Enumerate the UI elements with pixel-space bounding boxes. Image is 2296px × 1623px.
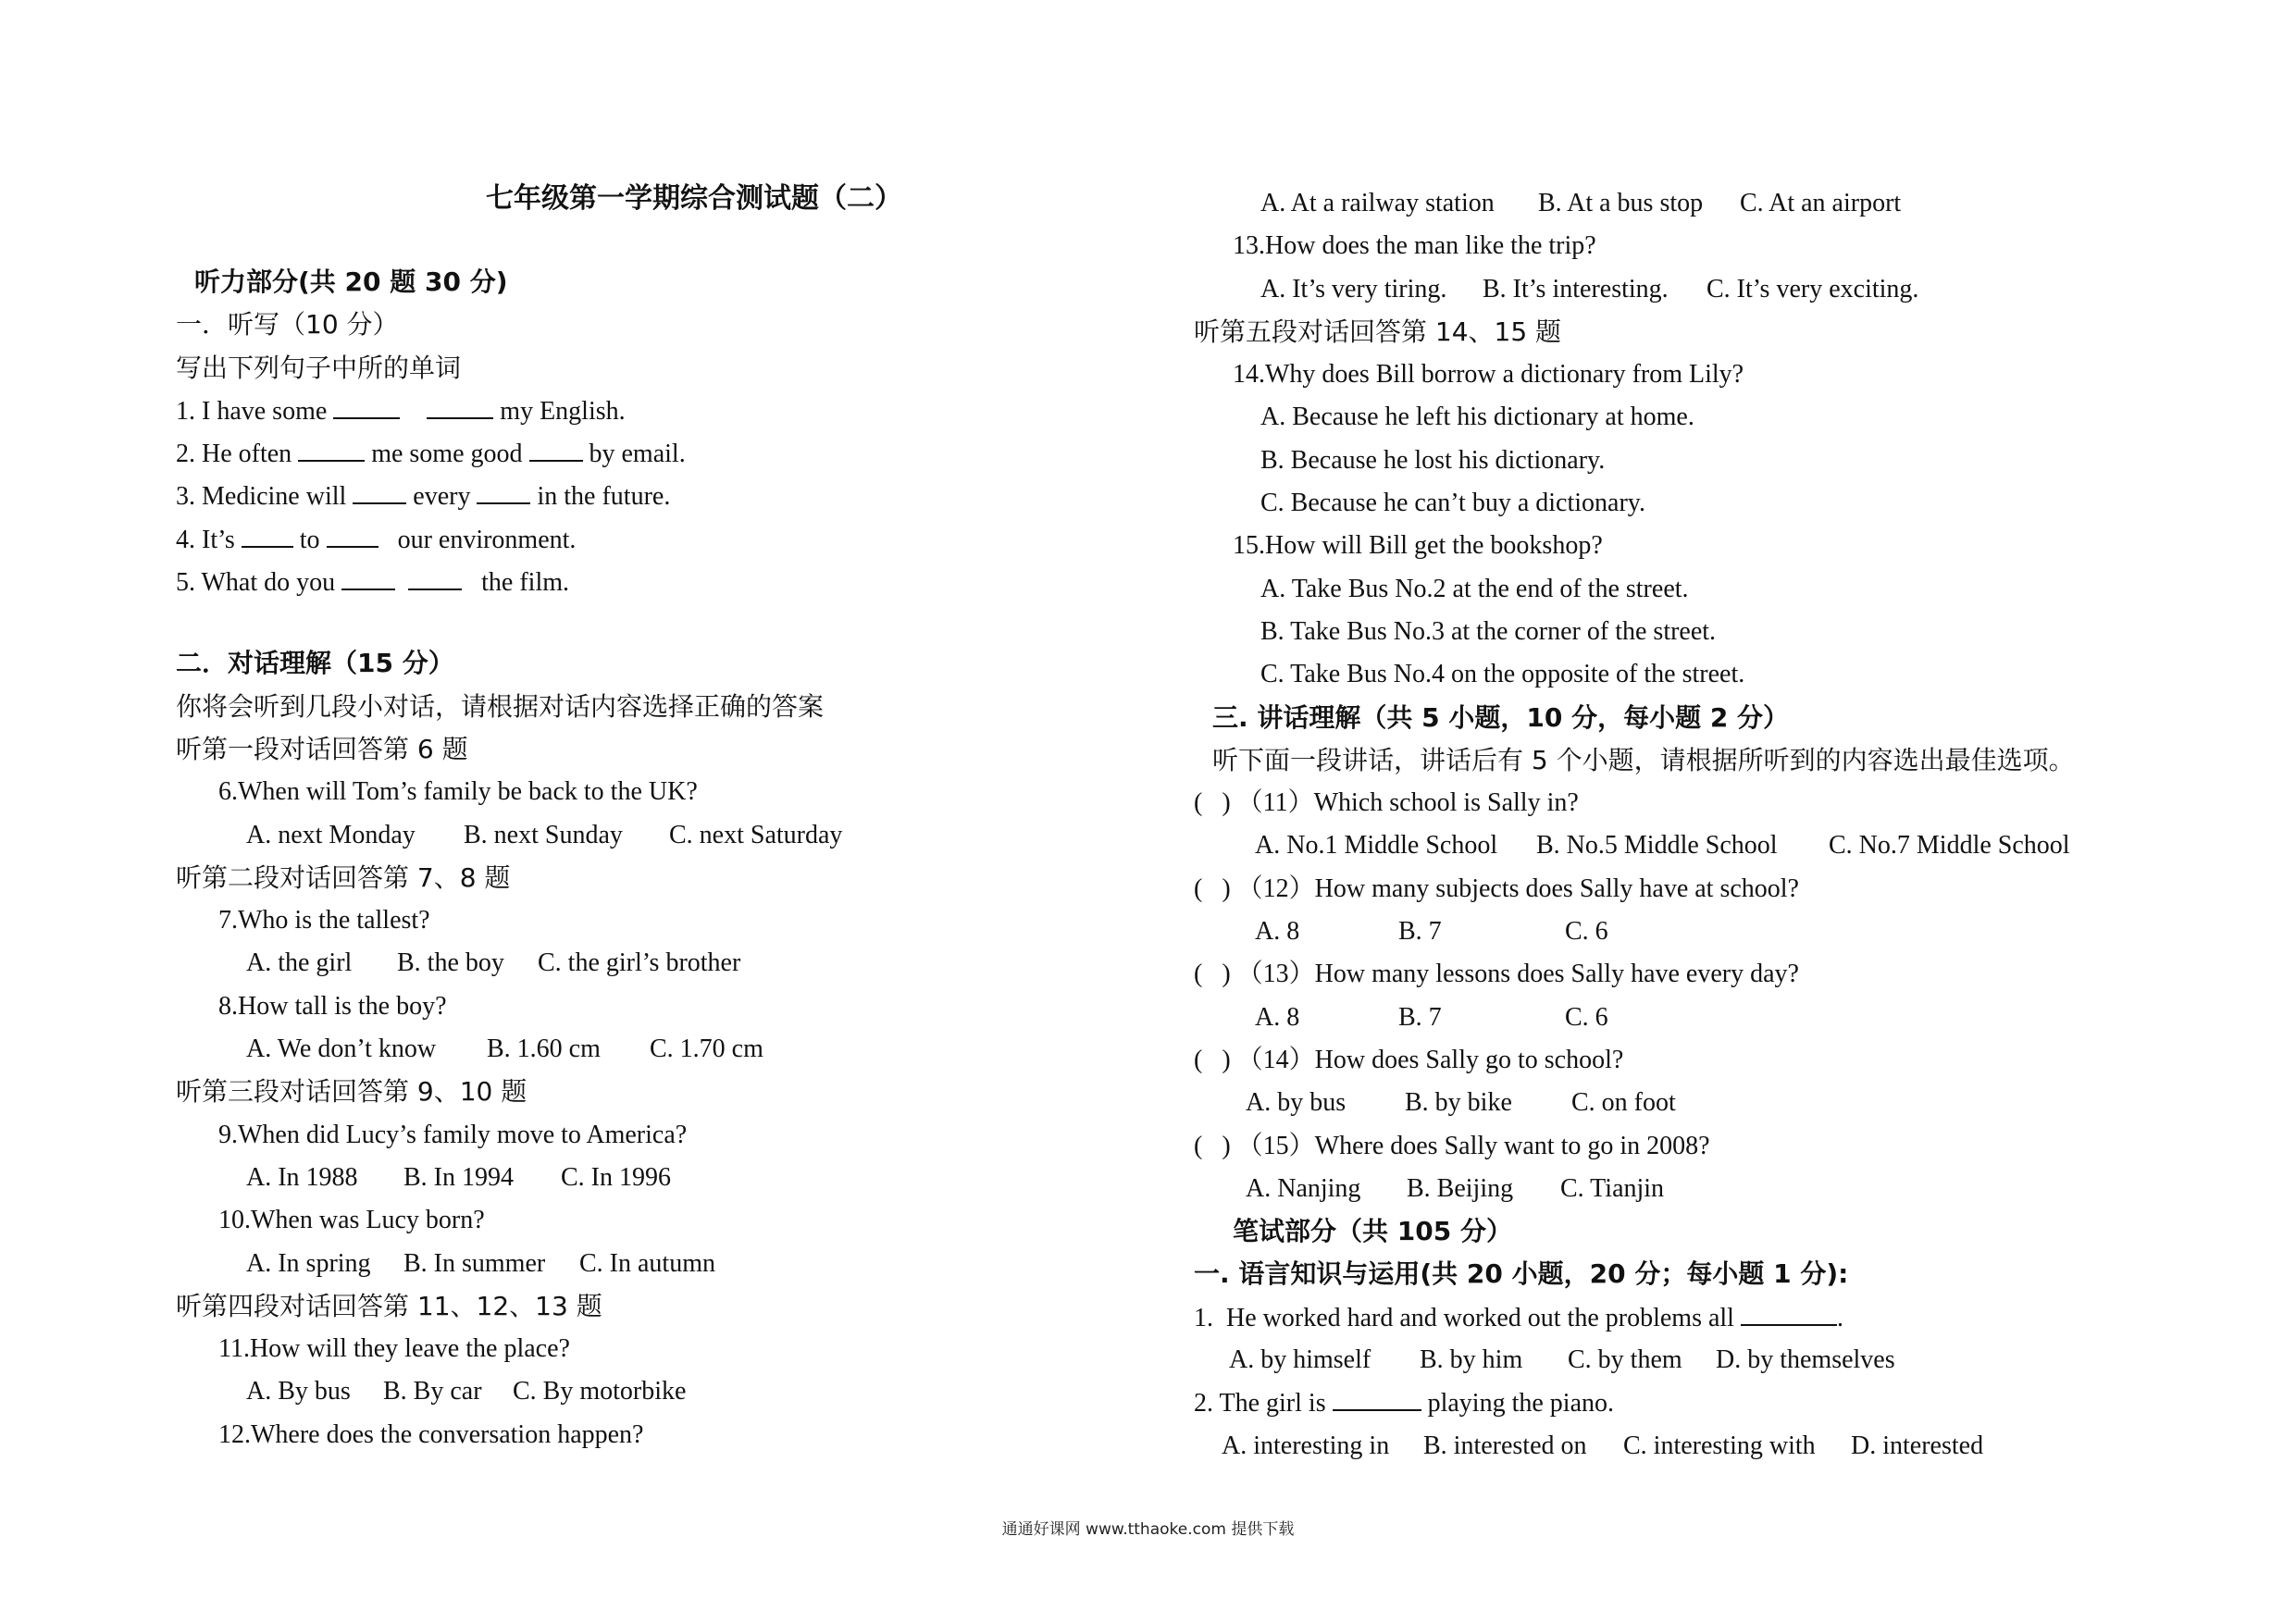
dialogue-1-instr: 听第一段对话回答第 6 题 — [176, 733, 468, 764]
talk-question-11: ( ) （11）Which school is Sally in? — [1194, 788, 1579, 818]
option[interactable]: B. By car — [383, 1377, 482, 1406]
written-part-header: 笔试部分（共 105 分） — [1233, 1216, 1512, 1247]
option[interactable]: C. the girl’s brother — [538, 948, 741, 978]
talk-question-15: ( ) （15）Where does Sally want to go in 2008? — [1194, 1131, 1710, 1160]
option[interactable]: C. In 1996 — [561, 1162, 671, 1192]
option[interactable]: C. By motorbike — [513, 1377, 687, 1406]
option[interactable]: A. It’s very tiring. — [1260, 274, 1447, 304]
answer-blank[interactable] — [477, 475, 530, 504]
option[interactable]: D. interested — [1851, 1431, 1984, 1460]
question-6-options — [176, 814, 1175, 857]
left-column — [176, 261, 1175, 1456]
question-13-options — [1194, 268, 2258, 311]
page-footer: 通通好课网 www.tthaoke.com 提供下载 — [1001, 1520, 1295, 1539]
page-title: 七年级第一学期综合测试题（二） — [486, 183, 902, 214]
question-9-options — [176, 1157, 1175, 1199]
option[interactable]: B. 1.60 cm — [487, 1035, 601, 1064]
answer-blank[interactable] — [427, 390, 493, 419]
dictation-item-3: 3. Medicine will every in the future. — [176, 475, 1175, 517]
talk-question-12: ( ) （12）How many subjects does Sally have at school? — [1194, 873, 1799, 903]
option[interactable]: C. 6 — [1565, 917, 1608, 947]
talk-question-13-options — [1194, 997, 2258, 1039]
option[interactable]: B. 7 — [1398, 1002, 1442, 1032]
option[interactable]: B. No.5 Middle School — [1536, 831, 1778, 861]
section3-instructions: 听下面一段讲话，讲话后有 5 个小题，请根据所听到的内容选出最佳选项。 — [1212, 744, 2075, 775]
answer-blank[interactable] — [327, 518, 379, 548]
written-question-1: 1. He worked hard and worked out the problems all . — [1194, 1296, 2258, 1339]
option[interactable]: B. Take Bus No.3 at the corner of the street. — [1260, 616, 1717, 646]
written-question-2: 2. The girl is playing the piano. — [1194, 1381, 2258, 1424]
answer-blank[interactable] — [242, 518, 293, 548]
answer-blank[interactable] — [298, 432, 365, 462]
option[interactable]: B. interested on — [1423, 1431, 1587, 1460]
question-11: 11.How will they leave the place? — [218, 1334, 570, 1364]
talk-question-11-options — [1194, 824, 2258, 867]
section1-header: 一．听写（10 分） — [176, 309, 399, 341]
right-column — [1194, 182, 2258, 1468]
option[interactable]: B. At a bus stop — [1538, 189, 1704, 217]
answer-blank[interactable] — [1741, 1296, 1837, 1326]
dialogue-4-instr: 听第四段对话回答第 11、12、13 题 — [176, 1290, 602, 1321]
option[interactable]: C. on foot — [1571, 1088, 1676, 1118]
talk-question-15-options — [1194, 1168, 2258, 1210]
answer-blank[interactable] — [353, 475, 406, 504]
option[interactable]: A. Because he left his dictionary at home. — [1260, 403, 1694, 432]
question-12-options — [1194, 182, 2258, 225]
answer-blank[interactable] — [529, 432, 583, 462]
option[interactable]: C. It’s very exciting. — [1706, 274, 1919, 304]
question-13: 13.How does the man like the trip? — [1233, 231, 1596, 261]
answer-blank[interactable] — [408, 561, 462, 590]
question-8: 8.How tall is the boy? — [218, 991, 447, 1021]
question-14: 14.Why does Bill borrow a dictionary from Lily? — [1233, 360, 1744, 390]
option[interactable]: A. by bus — [1246, 1088, 1347, 1118]
dictation-item-5: 5. What do you the film. — [176, 561, 1175, 603]
option[interactable]: B. by him — [1420, 1345, 1523, 1375]
talk-question-14-options — [1194, 1082, 2258, 1124]
option[interactable]: B. the boy — [397, 948, 504, 978]
option[interactable]: B. In 1994 — [403, 1162, 514, 1192]
option[interactable]: C. by them — [1568, 1345, 1682, 1375]
dictation-item-1: 1. I have some my English. — [176, 390, 1175, 432]
option[interactable]: D. by themselves — [1716, 1345, 1895, 1375]
question-10-options — [176, 1243, 1175, 1285]
section2-header: 二．对话理解（15 分） — [176, 648, 454, 679]
option[interactable]: A. Nanjing — [1246, 1173, 1361, 1203]
option[interactable]: C. Take Bus No.4 on the opposite of the street. — [1260, 660, 1745, 689]
option[interactable]: B. by bike — [1405, 1088, 1512, 1118]
question-8-options — [176, 1028, 1175, 1071]
section1-instructions: 写出下列句子中所的单词 — [176, 352, 462, 383]
option[interactable]: A. At a railway station — [1260, 189, 1495, 217]
question-15: 15.How will Bill get the bookshop? — [1233, 531, 1603, 561]
option[interactable]: A. We don’t know — [246, 1035, 437, 1064]
option[interactable]: A. interesting in — [1222, 1431, 1390, 1460]
question-6: 6.When will Tom’s family be back to the UK? — [218, 777, 698, 807]
written-question-1-options — [1194, 1339, 2258, 1381]
dialogue-2-instr: 听第二段对话回答第 7、8 题 — [176, 861, 511, 893]
dictation-item-4: 4. It’s to our environment. — [176, 518, 1175, 561]
option[interactable]: B. Because he lost his dictionary. — [1260, 445, 1606, 475]
question-10: 10.When was Lucy born? — [218, 1206, 485, 1235]
answer-blank[interactable] — [341, 561, 395, 590]
section2-instructions: 你将会听到几段小对话，请根据对话内容选择正确的答案 — [176, 690, 825, 722]
section3-header: 三. 讲话理解（共 5 小题，10 分，每小题 2 分） — [1212, 701, 1790, 733]
option[interactable]: C. next Saturday — [669, 820, 843, 849]
option[interactable]: C. No.7 Middle School — [1829, 831, 2070, 861]
option[interactable]: A. In 1988 — [246, 1162, 358, 1192]
option[interactable]: A. No.1 Middle School — [1255, 831, 1498, 861]
option[interactable]: A. 8 — [1255, 1002, 1300, 1032]
option[interactable]: C. At an airport — [1740, 189, 1902, 217]
option[interactable]: C. Tianjin — [1560, 1173, 1665, 1203]
option[interactable]: B. In summer — [403, 1248, 546, 1278]
question-12: 12.Where does the conversation happen? — [218, 1419, 644, 1449]
written-question-2-options — [1194, 1425, 2258, 1468]
option[interactable]: C. Because he can’t buy a dictionary. — [1260, 489, 1645, 518]
option[interactable]: A. In spring — [246, 1248, 371, 1278]
dictation-item-2: 2. He often me some good by email. — [176, 432, 1175, 475]
option[interactable]: A. the girl — [246, 948, 353, 978]
option[interactable]: A. 8 — [1255, 917, 1300, 947]
option[interactable]: B. 7 — [1398, 917, 1442, 947]
answer-blank[interactable] — [333, 390, 400, 419]
question-11-options — [176, 1370, 1175, 1413]
talk-question-12-options — [1194, 911, 2258, 953]
option[interactable]: A. Take Bus No.2 at the end of the street. — [1260, 574, 1689, 603]
question-7-options — [176, 942, 1175, 985]
option[interactable]: C. 1.70 cm — [650, 1035, 763, 1064]
option[interactable]: B. It’s interesting. — [1483, 274, 1669, 304]
option[interactable]: A. By bus — [246, 1377, 351, 1406]
option[interactable]: C. interesting with — [1623, 1431, 1816, 1460]
dialogue-5-instr: 听第五段对话回答第 14、15 题 — [1194, 316, 1562, 347]
talk-question-13: ( ) （13）How many lessons does Sally have every day? — [1194, 960, 1799, 989]
option[interactable]: B. next Sunday — [464, 820, 623, 849]
option[interactable]: A. by himself — [1229, 1345, 1371, 1375]
option[interactable]: B. Beijing — [1407, 1173, 1514, 1203]
option[interactable]: C. In autumn — [579, 1248, 715, 1278]
listening-header: 听力部分(共 20 题 30 分) — [194, 266, 508, 297]
talk-question-14: ( ) （14）How does Sally go to school? — [1194, 1045, 1624, 1074]
answer-blank[interactable] — [1333, 1381, 1421, 1411]
question-7: 7.Who is the tallest? — [218, 906, 430, 935]
dialogue-3-instr: 听第三段对话回答第 9、10 题 — [176, 1076, 527, 1108]
option[interactable]: A. next Monday — [246, 820, 416, 849]
option[interactable]: C. 6 — [1565, 1002, 1608, 1032]
question-9: 9.When did Lucy’s family move to America? — [218, 1120, 688, 1149]
written-section1-header: 一. 语言知识与运用(共 20 小题，20 分；每小题 1 分): — [1194, 1258, 1849, 1290]
